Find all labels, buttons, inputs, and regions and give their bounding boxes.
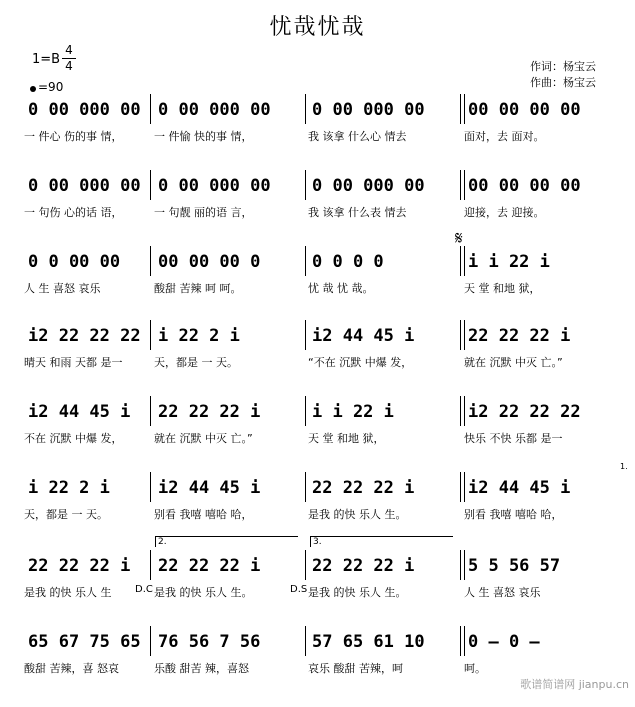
bar-line xyxy=(305,550,306,580)
measure-notes: 22 22 22 i xyxy=(158,556,261,576)
measure-lyric: 快乐 不快 乐都 是一 xyxy=(464,432,563,445)
measure-lyric: 不在 沉默 中爆 发， xyxy=(24,432,123,445)
measure-lyric: 酸甜 苦辣，喜 怒哀 xyxy=(24,662,119,675)
dc-marker: D.C xyxy=(135,584,153,595)
measure-lyric: 一 件心 伤的事 情， xyxy=(24,130,123,143)
tempo-value: =90 xyxy=(38,80,64,94)
measure-lyric: 是我 的快 乐人 生。 xyxy=(154,586,253,599)
bar-line xyxy=(305,396,306,426)
bar-line xyxy=(460,320,465,350)
measure-lyric: 是我 的快 乐人 生。 xyxy=(308,508,407,521)
score-system xyxy=(0,556,635,631)
measure-lyric: 一 句靓 丽的语 言， xyxy=(154,206,253,219)
bar-line xyxy=(150,246,151,276)
tempo-marking xyxy=(30,80,63,94)
watermark: 歌谱简谱网 jianpu.cn xyxy=(520,678,629,691)
bar-line xyxy=(305,320,306,350)
bar-line xyxy=(460,396,465,426)
measure-lyric: 哀乐 酸甜 苦辣，呵 xyxy=(308,662,403,675)
bar-line xyxy=(150,320,151,350)
bar-line xyxy=(150,94,151,124)
bar-line xyxy=(460,550,465,580)
measure-notes: i2 44 45 i xyxy=(468,478,571,498)
bar-line xyxy=(150,396,151,426)
measure-notes: 22 22 22 i xyxy=(158,402,261,422)
meter-top: 4 xyxy=(65,43,73,57)
measure-notes: 57 65 61 10 xyxy=(312,632,425,652)
measure-notes: i 22 2 i xyxy=(158,326,240,346)
measure-lyric: 人 生 喜怒 哀乐 xyxy=(464,586,541,599)
measure-lyric: 天，都是 一 天。 xyxy=(154,356,238,369)
bar-line xyxy=(150,550,151,580)
measure-notes: 00 00 00 0 xyxy=(158,252,261,272)
bar-line xyxy=(460,94,465,124)
measure-lyric: 别看 我嘻 嘻哈 哈， xyxy=(154,508,253,521)
measure-lyric: 就在 沉默 中灭 亡。” xyxy=(464,356,563,369)
measure-lyric: 面对，去 面对。 xyxy=(464,130,545,143)
measure-notes: 22 22 22 i xyxy=(312,556,415,576)
measure-notes: 65 67 75 65 xyxy=(28,632,141,652)
measure-notes: 22 22 22 i xyxy=(468,326,571,346)
measure-notes: 00 00 00 00 xyxy=(468,176,581,196)
measure-notes: i2 44 45 i xyxy=(158,478,261,498)
measure-notes: i i 22 i xyxy=(312,402,394,422)
score-system xyxy=(0,176,635,251)
time-signature xyxy=(62,44,76,73)
bar-line xyxy=(460,246,465,276)
measure-notes: i2 44 45 i xyxy=(28,402,131,422)
measure-notes: 5 5 56 57 xyxy=(468,556,561,576)
measure-notes: 76 56 7 56 xyxy=(158,632,261,652)
measure-lyric: “不在 沉默 中爆 发， xyxy=(308,356,413,369)
measure-notes: 0 00 000 00 xyxy=(28,176,141,196)
measure-lyric: 忧 哉 忧 哉。 xyxy=(308,282,374,295)
measure-lyric: 一 句伤 心的话 语， xyxy=(24,206,123,219)
volta-3: 3. xyxy=(310,536,453,547)
measure-lyric: 是我 的快 乐人 生 xyxy=(24,586,112,599)
measure-lyric: 晴天 和雨 天都 是一 xyxy=(24,356,123,369)
measure-lyric: 酸甜 苦辣 呵 呵。 xyxy=(154,282,242,295)
score-system xyxy=(0,326,635,401)
lyricist-credit: 作词：杨宝云 xyxy=(530,60,596,73)
measure-lyric: 就在 沉默 中灭 亡。” xyxy=(154,432,253,445)
measure-lyric: 我 该拿 什么表 情去 xyxy=(308,206,407,219)
bar-line xyxy=(305,246,306,276)
measure-notes: 0 00 000 00 xyxy=(158,176,271,196)
segno-icon: 𝄋 xyxy=(455,228,463,249)
measure-notes: 0 00 000 00 xyxy=(28,100,141,120)
page-title: 忧哉忧哉 xyxy=(269,15,366,40)
measure-notes: 0 00 000 00 xyxy=(312,100,425,120)
measure-lyric: 是我 的快 乐人 生。 xyxy=(308,586,407,599)
measure-lyric: 人 生 喜怒 哀乐 xyxy=(24,282,101,295)
measure-lyric: 一 件愉 快的事 情， xyxy=(154,130,253,143)
score-system xyxy=(0,100,635,175)
composer-credit: 作曲：杨宝云 xyxy=(530,76,596,89)
measure-lyric: 乐酸 甜苦 辣，喜怒 xyxy=(154,662,249,675)
quarter-note-icon xyxy=(30,86,36,92)
measure-notes: 0 – 0 – xyxy=(468,632,540,652)
measure-lyric: 迎接，去 迎接。 xyxy=(464,206,545,219)
bar-line xyxy=(460,626,465,656)
measure-notes: i2 22 22 22 xyxy=(28,326,141,346)
volta-2: 2. xyxy=(155,536,298,547)
bar-line xyxy=(305,170,306,200)
bar-line xyxy=(460,472,465,502)
measure-lyric: 天 堂 和地 狱， xyxy=(308,432,385,445)
measure-notes: i 22 2 i xyxy=(28,478,110,498)
measure-notes: i2 44 45 i xyxy=(312,326,415,346)
measure-notes: i i 22 i xyxy=(468,252,550,272)
measure-notes: i2 22 22 22 xyxy=(468,402,581,422)
key-signature: 1=B xyxy=(32,52,61,67)
meter-bottom: 4 xyxy=(65,59,73,73)
bar-line xyxy=(150,472,151,502)
bar-line xyxy=(150,170,151,200)
measure-notes: 22 22 22 i xyxy=(28,556,131,576)
bar-line xyxy=(150,626,151,656)
measure-lyric: 天 堂 和地 狱， xyxy=(464,282,541,295)
bar-line xyxy=(305,626,306,656)
bar-line xyxy=(305,472,306,502)
measure-lyric: 别看 我嘻 嘻哈 哈， xyxy=(464,508,563,521)
measure-notes: 0 00 000 00 xyxy=(158,100,271,120)
score-system xyxy=(0,252,635,327)
measure-notes: 0 0 00 00 xyxy=(28,252,121,272)
volta-1-label: 1. xyxy=(620,462,628,471)
measure-lyric: 我 该拿 什么心 情去 xyxy=(308,130,407,143)
measure-notes: 0 00 000 00 xyxy=(312,176,425,196)
measure-lyric: 呵。 xyxy=(464,662,486,675)
bar-line xyxy=(460,170,465,200)
measure-notes: 22 22 22 i xyxy=(312,478,415,498)
ds-marker: D.S xyxy=(290,584,308,595)
measure-notes: 00 00 00 00 xyxy=(468,100,581,120)
measure-lyric: 天，都是 一 天。 xyxy=(24,508,108,521)
score-system xyxy=(0,402,635,477)
measure-notes: 0 0 0 0 xyxy=(312,252,384,272)
bar-line xyxy=(305,94,306,124)
